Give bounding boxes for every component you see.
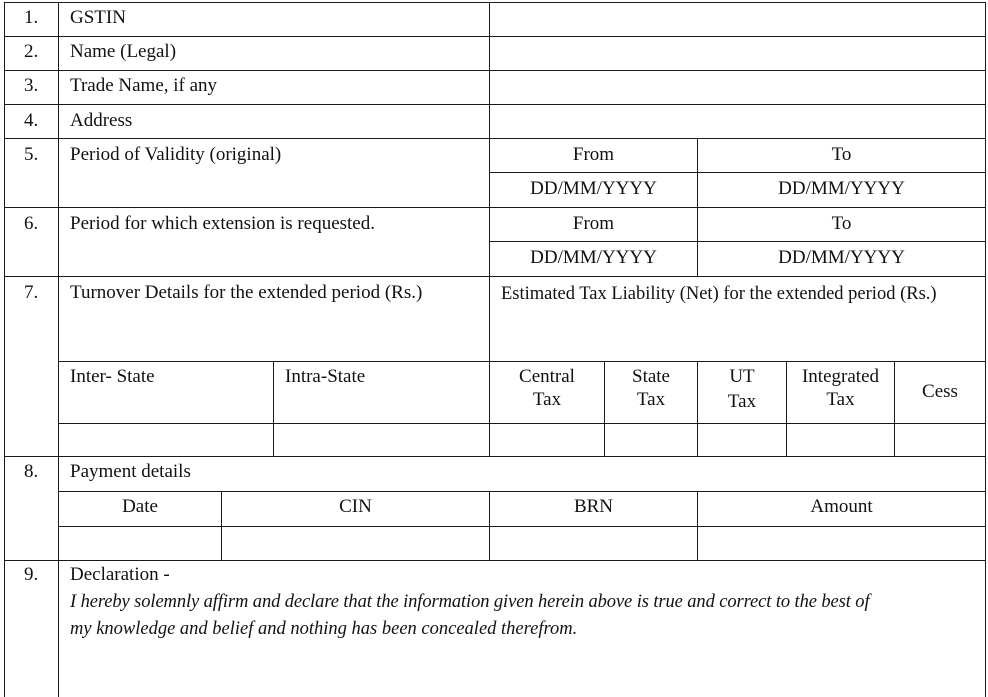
payment-date-field[interactable] (59, 527, 221, 560)
row-number: 3. (24, 75, 39, 96)
rule (4, 276, 986, 277)
inter-state-field[interactable] (59, 424, 273, 456)
payment-amount-field[interactable] (698, 527, 985, 560)
payment-details-label: Payment details (70, 461, 191, 482)
payment-cin-field[interactable] (222, 527, 489, 560)
ut-tax-field[interactable] (698, 424, 786, 456)
intra-state-field[interactable] (274, 424, 489, 456)
row-number: 8. (24, 461, 39, 482)
rule (489, 241, 986, 242)
row-number: 9. (24, 564, 39, 585)
row-number: 7. (24, 282, 39, 303)
validity-to-date[interactable]: DD/MM/YYYY (778, 178, 905, 199)
declaration-text-line1: I hereby solemnly affirm and declare that the information given herein above is true and correct to the best of (70, 592, 870, 612)
cess-field[interactable] (895, 424, 985, 456)
extension-to-header: To (831, 213, 852, 234)
rule (58, 2, 59, 697)
validity-label: Period of Validity (original) (70, 144, 282, 165)
payment-amount-header: Amount (810, 496, 873, 517)
inter-state-header: Inter- State (70, 366, 155, 387)
trade-name-field[interactable] (490, 71, 985, 104)
declaration-text-line2: my knowledge and belief and nothing has been concealed therefrom. (70, 619, 578, 639)
central-tax-header-line1: Central (519, 366, 575, 387)
address-label: Address (70, 110, 133, 131)
legal-name-label: Name (Legal) (70, 41, 177, 62)
address-field[interactable] (490, 105, 985, 138)
rule (4, 456, 986, 457)
ut-tax-header-line2: Tax (727, 391, 757, 412)
state-tax-header-line1: State (632, 366, 670, 387)
row-number: 4. (24, 110, 39, 131)
gstin-field[interactable] (490, 3, 985, 36)
extension-label: Period for which extension is requested. (70, 213, 375, 234)
integrated-tax-field[interactable] (787, 424, 894, 456)
turnover-label: Turnover Details for the extended period (Rs.) (70, 282, 423, 303)
payment-cin-header: CIN (339, 496, 372, 517)
cess-header: Cess (922, 381, 958, 402)
tax-liability-label: Estimated Tax Liability (Net) for the extended period (Rs.) (501, 284, 937, 304)
declaration-label: Declaration - (70, 564, 170, 585)
legal-name-field[interactable] (490, 37, 985, 70)
integrated-tax-header-line1: Integrated (801, 366, 879, 387)
trade-name-label: Trade Name, if any (70, 75, 218, 96)
intra-state-header: Intra-State (285, 366, 366, 387)
central-tax-field[interactable] (490, 424, 604, 456)
row-number: 5. (24, 144, 39, 165)
rule (985, 2, 986, 697)
gstin-label: GSTIN (70, 7, 126, 28)
state-tax-field[interactable] (605, 424, 697, 456)
central-tax-header-line2: Tax (532, 389, 562, 410)
row-number: 1. (24, 7, 39, 28)
validity-from-date[interactable]: DD/MM/YYYY (530, 178, 657, 199)
extension-to-date[interactable]: DD/MM/YYYY (778, 247, 905, 268)
rule (4, 2, 5, 697)
payment-brn-header: BRN (573, 496, 614, 517)
ut-tax-header-line1: UT (729, 366, 755, 387)
integrated-tax-header-line2: Tax (826, 389, 855, 410)
payment-brn-field[interactable] (490, 527, 697, 560)
validity-from-header: From (572, 144, 615, 165)
extension-from-header: From (572, 213, 615, 234)
rule (489, 172, 986, 173)
row-number: 6. (24, 213, 39, 234)
state-tax-header-line2: Tax (636, 389, 666, 410)
rule (4, 560, 986, 561)
rule (4, 207, 986, 208)
rule (4, 138, 986, 139)
rule (58, 361, 986, 362)
rule (58, 491, 986, 492)
validity-to-header: To (831, 144, 852, 165)
extension-from-date[interactable]: DD/MM/YYYY (530, 247, 657, 268)
payment-date-header: Date (122, 496, 158, 517)
row-number: 2. (24, 41, 39, 62)
